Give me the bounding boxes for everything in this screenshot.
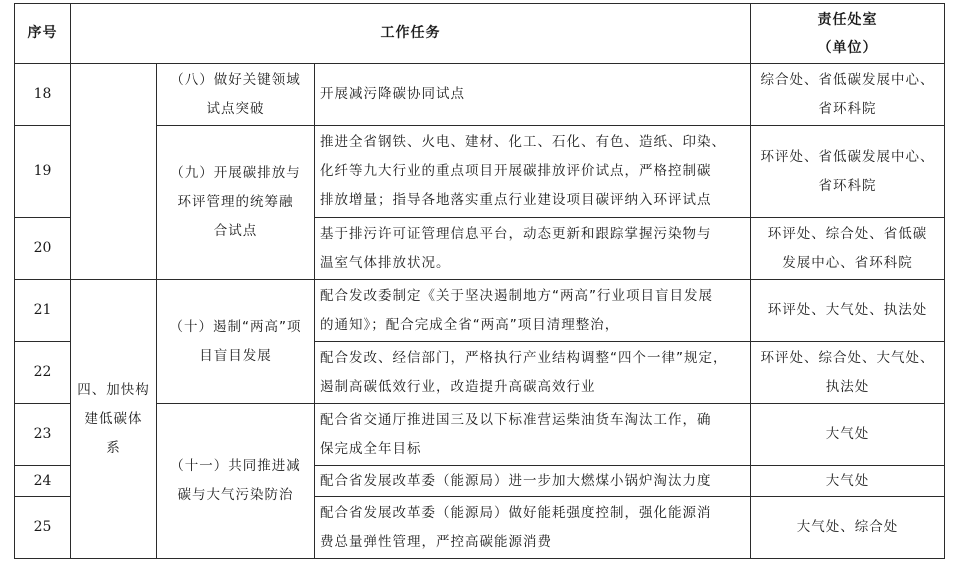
subcategory-line: （九）开展碳排放与 [170, 165, 301, 181]
dept-line: 大气处、综合处 [796, 519, 899, 535]
task-line: 推进全省钢铁、火电、建材、化工、石化、有色、造纸、印染、 [320, 134, 726, 150]
header-seq: 序号 [15, 4, 71, 64]
dept-line: 环评处、大气处、执法处 [767, 302, 928, 318]
task-line: 配合省发展改革委（能源局）进一步加大燃煤小锅炉淘汰力度 [320, 472, 712, 489]
task-line: 温室气体排放状况。 [320, 254, 451, 271]
subcategory-line: 合试点 [213, 223, 258, 239]
row-number: 18 [15, 64, 71, 126]
subcategory-cell [157, 404, 315, 559]
task-line: 配合省发展改革委（能源局）做好能耗强度控制，强化能源消 [320, 504, 712, 521]
task-cell [315, 466, 751, 497]
subcategory-cell [157, 126, 315, 280]
task-line: 遏制高碳低效行业，改造提升高碳高效行业 [320, 378, 596, 395]
row-number: 25 [15, 497, 71, 559]
row-number: 23 [15, 404, 71, 466]
header-dept-line2: （单位） [817, 39, 878, 56]
header-row [15, 4, 945, 64]
category-line: 系 [106, 439, 121, 456]
category-cell [71, 280, 157, 559]
task-cell [315, 497, 751, 559]
task-cell [315, 404, 751, 466]
dept-line: 发展中心、省环科院 [782, 254, 913, 271]
header-task: 工作任务 [71, 4, 751, 64]
row-number: 24 [15, 466, 71, 497]
dept-line: 大气处 [825, 426, 870, 442]
dept-cell [751, 280, 945, 342]
task-line: 保完成全年目标 [320, 440, 422, 457]
dept-cell [751, 466, 945, 497]
subcategory-line: 目盲目发展 [199, 347, 272, 364]
row-number: 22 [15, 342, 71, 404]
task-cell [315, 342, 751, 404]
category-line: 建低碳体 [84, 410, 143, 427]
subcategory-line: 碳与大气污染防治 [177, 487, 294, 503]
dept-line: 环评处、综合处、大气处、 [760, 349, 935, 366]
task-line: 排放增量；指导各地落实重点行业建设项目碳评纳入环评试点 [320, 192, 712, 208]
task-line: 化纤等九大行业的重点项目开展碳排放评价试点，严格控制碳 [320, 163, 712, 179]
dept-cell [751, 218, 945, 280]
task-cell [315, 280, 751, 342]
task-cell [315, 126, 751, 218]
row-number: 19 [15, 126, 71, 218]
task-line: 配合发改委制定《关于坚决遏制地方“两高”行业项目盲目发展 [320, 287, 713, 304]
task-line: 基于排污许可证管理信息平台，动态更新和跟踪掌握污染物与 [320, 225, 712, 242]
dept-line: 省环科院 [818, 177, 877, 194]
dept-cell [751, 404, 945, 466]
dept-cell [751, 64, 945, 126]
dept-line: 环评处、综合处、省低碳 [767, 225, 928, 242]
dept-cell [751, 497, 945, 559]
subcategory-line: 试点突破 [206, 100, 265, 117]
dept-line: 环评处、省低碳发展中心、 [760, 148, 935, 165]
row-number: 21 [15, 280, 71, 342]
row-number: 20 [15, 218, 71, 280]
dept-line: 省环科院 [818, 100, 877, 117]
category-cell-empty [71, 64, 157, 280]
subcategory-line: （十）遏制“两高”项 [169, 318, 302, 335]
category-line: 四、加快构 [77, 381, 150, 398]
header-dept-line1: 责任处室 [817, 11, 878, 28]
subcategory-cell [157, 280, 315, 404]
table-row [15, 64, 945, 126]
header-dept [751, 4, 945, 64]
dept-line: 大气处 [825, 472, 870, 489]
task-line: 的通知》；配合完成全省“两高”项目清理整治， [320, 316, 620, 333]
task-line: 配合省交通厅推进国三及以下标准营运柴油货车淘汰工作，确 [320, 411, 712, 428]
table-row [15, 280, 945, 342]
task-cell [315, 64, 751, 126]
dept-line: 综合处、省低碳发展中心、 [760, 71, 935, 88]
task-line: 配合发改、经信部门，严格执行产业结构调整“四个一律”规定， [320, 349, 728, 366]
dept-cell [751, 342, 945, 404]
subcategory-line: （八）做好关键领域 [170, 71, 301, 88]
subcategory-line: （十一）共同推进减 [170, 458, 301, 474]
dept-cell [751, 126, 945, 218]
task-line: 开展减污降碳协同试点 [320, 86, 465, 102]
subcategory-line: 环评管理的统筹融 [177, 194, 294, 210]
task-cell [315, 218, 751, 280]
subcategory-cell [157, 64, 315, 126]
dept-line: 执法处 [825, 378, 870, 395]
task-line: 费总量弹性管理，严控高碳能源消费 [320, 533, 552, 550]
task-table [14, 3, 945, 559]
